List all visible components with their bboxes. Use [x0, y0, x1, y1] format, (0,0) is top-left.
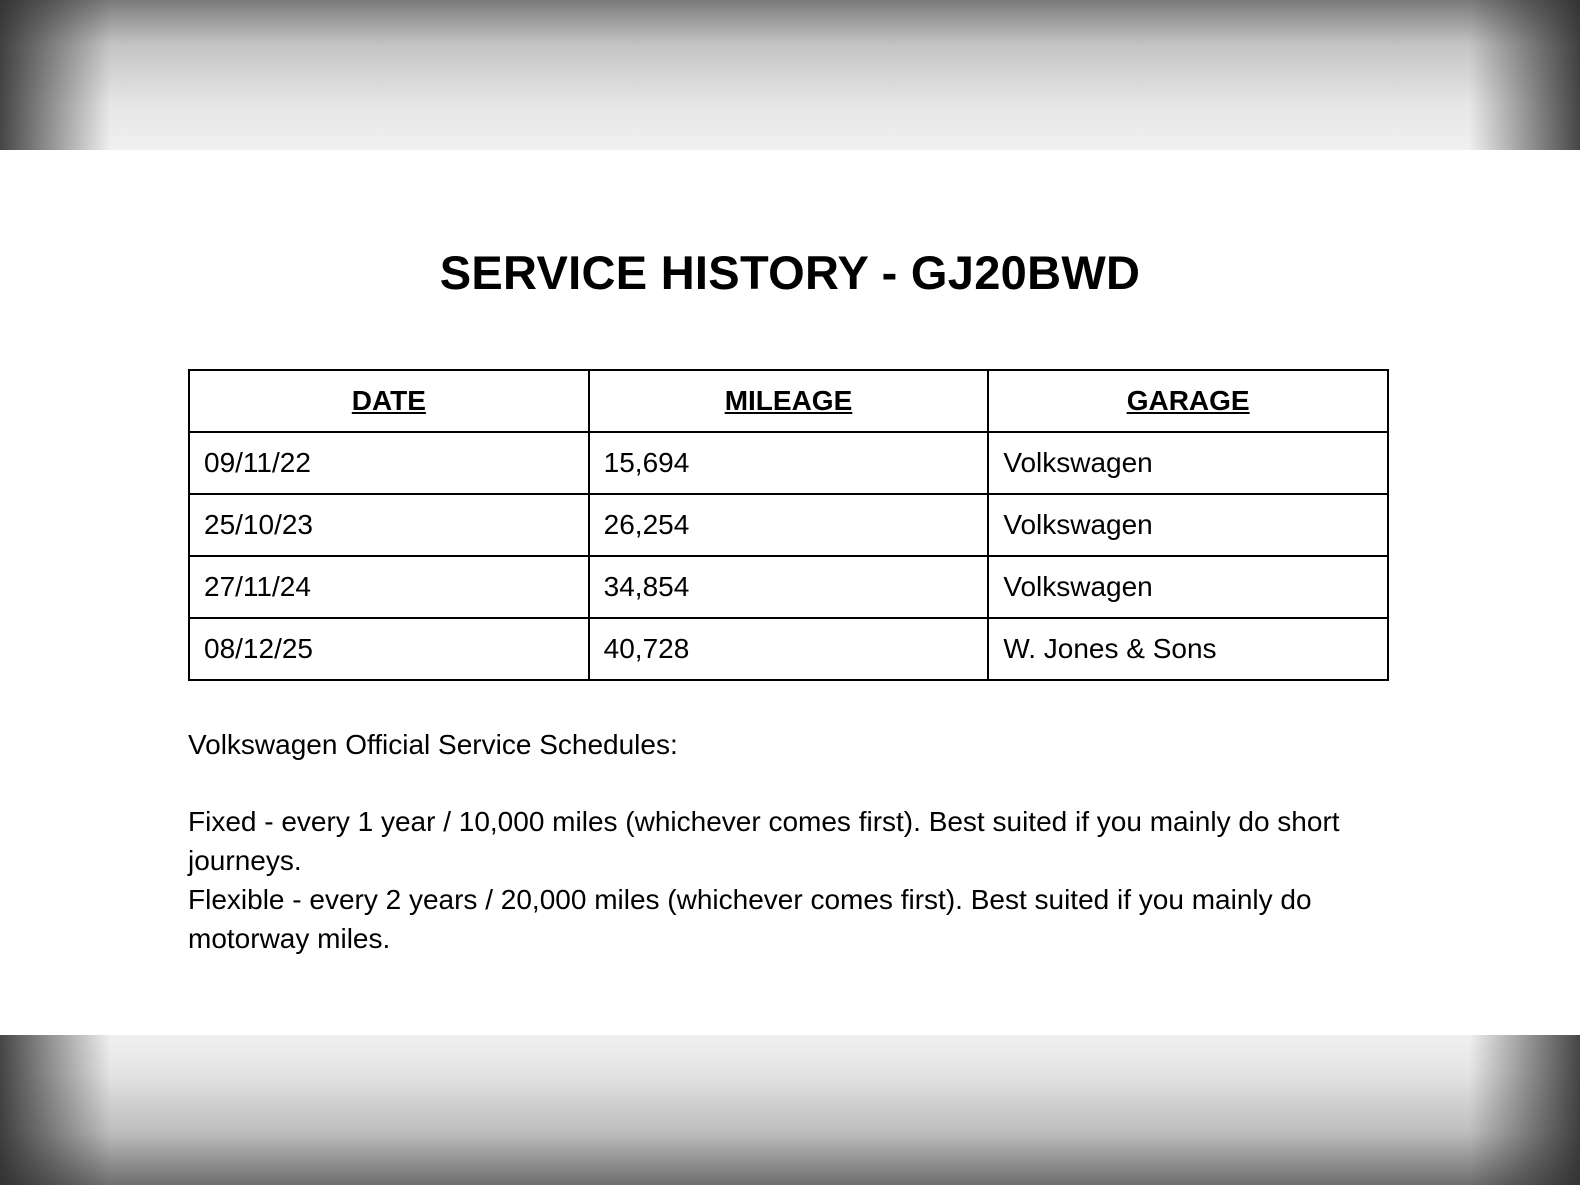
paragraph-spacer	[188, 764, 1398, 802]
bottom-vignette-band	[0, 1035, 1580, 1185]
cell-garage: Volkswagen	[988, 432, 1388, 494]
page-title: SERVICE HISTORY - GJ20BWD	[439, 246, 1141, 299]
table-row	[189, 556, 1388, 618]
cell-garage: Volkswagen	[988, 556, 1388, 618]
cell-date: 27/11/24	[189, 556, 589, 618]
cell-date: 09/11/22	[189, 432, 589, 494]
notes-heading: Volkswagen Official Service Schedules:	[188, 729, 678, 760]
fixed-schedule-text: Fixed - every 1 year / 10,000 miles (whichever comes first). Best suited if you mainly do short journeys.	[188, 806, 1340, 876]
cell-mileage: 15,694	[589, 432, 989, 494]
cell-date: 25/10/23	[189, 494, 589, 556]
cell-mileage: 26,254	[589, 494, 989, 556]
service-schedule-notes	[188, 725, 1398, 958]
table-row	[189, 432, 1388, 494]
table-header-row	[189, 370, 1388, 432]
cell-mileage: 40,728	[589, 618, 989, 680]
top-vignette-band	[0, 0, 1580, 150]
cell-garage: Volkswagen	[988, 494, 1388, 556]
cell-mileage: 34,854	[589, 556, 989, 618]
column-header-date: DATE	[189, 370, 589, 432]
column-header-mileage: MILEAGE	[589, 370, 989, 432]
cell-date: 08/12/25	[189, 618, 589, 680]
table-row	[189, 494, 1388, 556]
flexible-schedule-text: Flexible - every 2 years / 20,000 miles (whichever comes first). Best suited if you mainly do motorway miles.	[188, 884, 1312, 954]
table-row	[189, 618, 1388, 680]
service-history-table	[188, 369, 1389, 681]
document-page	[0, 150, 1580, 1035]
column-header-garage: GARAGE	[988, 370, 1388, 432]
cell-garage: W. Jones & Sons	[988, 618, 1388, 680]
